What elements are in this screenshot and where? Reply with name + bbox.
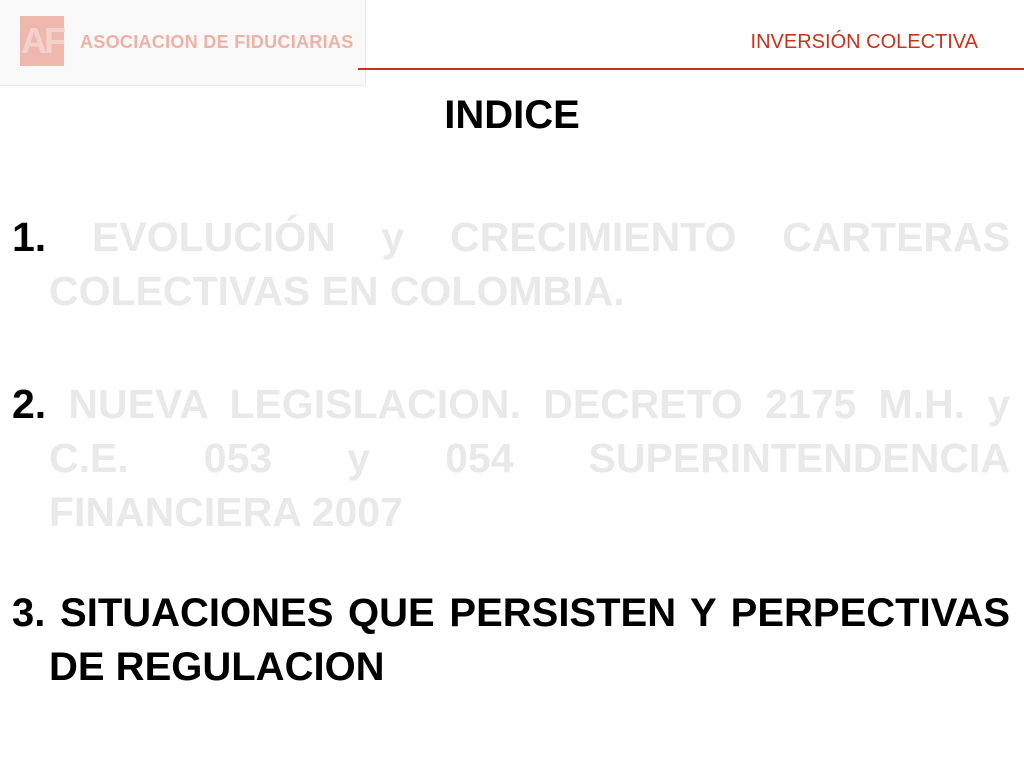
logo: [0, 0, 366, 86]
logo-mark: AF: [20, 16, 64, 66]
index-item-2: [12, 377, 1010, 539]
index-item-text: EVOLUCIÓN y CRECIMIENTO CARTERAS COLECTIVAS EN COLOMBIA.: [49, 214, 1010, 314]
header-divider: [358, 68, 1024, 70]
index-item-text: NUEVA LEGISLACION. DECRETO 2175 M.H. y C.E. 053 y 054 SUPERINTENDENCIA FINANCIERA 2007: [49, 381, 1011, 535]
index-item-3: [12, 586, 1010, 694]
logo-text: ASOCIACION DE FIDUCIARIAS: [80, 32, 354, 52]
index-item-number: 2.: [12, 381, 69, 427]
slide-title: INDICE: [444, 93, 580, 137]
index-item-number: 1.: [12, 214, 92, 260]
section-label: INVERSIÓN COLECTIVA: [750, 31, 978, 53]
index-item-1: [12, 210, 1010, 318]
index-item-number: 3.: [12, 591, 61, 635]
index-item-text: SITUACIONES QUE PERSISTEN Y PERPECTIVAS DE REGULACION: [49, 591, 1010, 689]
